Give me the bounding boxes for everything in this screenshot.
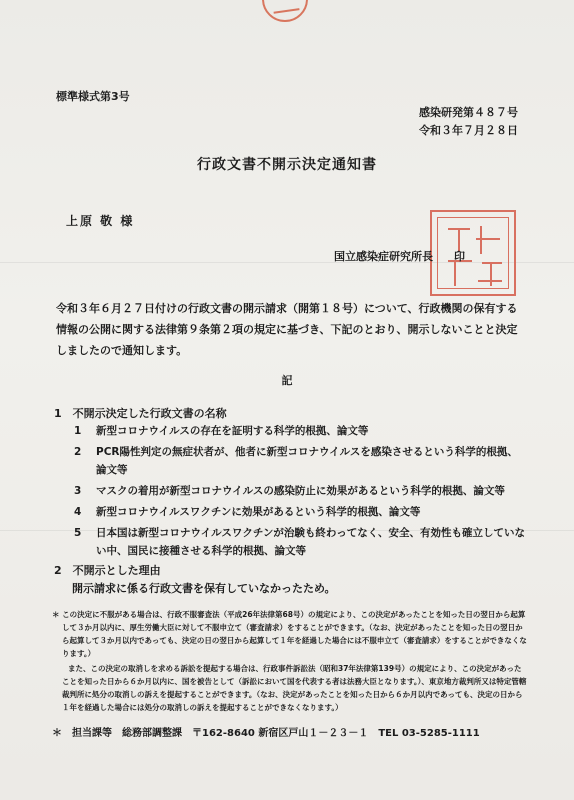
section-2-body: 開示請求に係る行政文書を保有していなかったため。 xyxy=(72,582,336,595)
list-item-number: 4 xyxy=(74,506,82,518)
ki-heading: 記 xyxy=(281,374,293,387)
official-seal-border xyxy=(437,217,509,289)
section-1-title: 1 不開示決定した行政文書の名称 xyxy=(54,407,227,420)
recipient-name: 上原 敬 様 xyxy=(66,214,135,228)
document-title: 行政文書不開示決定通知書 xyxy=(197,157,377,173)
document-number: 感染研発第４８７号 xyxy=(419,106,518,119)
form-number: 標準様式第3号 xyxy=(56,90,130,103)
list-item xyxy=(74,482,526,500)
list-item-text: PCR陽性判定の無症状者が、他者に新型コロナウイルスを感染させるという科学的根拠、論文等 xyxy=(96,446,518,476)
contact-info: ＊ 担当課等 総務部調整課 〒162-8640 新宿区戸山１－２３－１ TEL 03-5285-1111 xyxy=(52,728,480,739)
list-item-text: マスクの着用が新型コロナウイルスの感染防止に効果があるという科学的根拠、論文等 xyxy=(96,485,505,497)
list-item-number: 3 xyxy=(74,485,82,497)
list-item xyxy=(74,524,526,560)
top-seal-stamp xyxy=(262,0,308,22)
list-item-text: 新型コロナウイルスの存在を証明する科学的根拠、論文等 xyxy=(96,425,369,437)
list-item xyxy=(74,422,526,440)
appeal-note-1: ＊ この決定に不服がある場合は、行政不服審査法（平成26年法律第68号）の規定により、この決定があったことを知った日の翌日から起算して３か月以内に、厚生労働大臣に対して不服申立て（審査請求）をすることができます。（なお、決定があったことを知った日の翌日から起算して３か月以内であっても、決定の日の翌日から起算して１年を経過した場合には不服申立て（審査請求）をすることができなくなります。） xyxy=(52,610,527,658)
section-2-title: 2 不開示とした理由 xyxy=(54,564,161,577)
list-item-number: 5 xyxy=(74,527,82,539)
appeal-notes xyxy=(52,608,528,716)
document-list xyxy=(74,422,526,563)
list-item-number: 2 xyxy=(74,446,82,458)
body-paragraph: 令和３年６月２７日付けの行政文書の開示請求（開第１８号）について、行政機関の保有する情報の公開に関する法律第９条第２項の規定に基づき、下記のとおり、開示しないことと決定しましたので通知します。 xyxy=(56,302,518,357)
sender-name: 国立感染症研究所長 xyxy=(334,250,433,263)
list-item xyxy=(74,503,526,521)
official-seal-stamp xyxy=(430,210,516,296)
list-item-text: 新型コロナウイルスワクチンに効果があるという科学的根拠、論文等 xyxy=(96,506,421,518)
list-item-text: 日本国は新型コロナウイルスワクチンが治験も終わってなく、安全、有効性も確立していない中、国民に接種させる科学的根拠、論文等 xyxy=(96,527,526,557)
seal-mark: 印 xyxy=(454,250,465,263)
list-item-number: 1 xyxy=(74,425,82,437)
issue-date: 令和３年７月２８日 xyxy=(419,124,518,137)
top-seal-mark xyxy=(270,0,299,14)
list-item xyxy=(74,443,526,479)
appeal-note-2: また、この決定の取消しを求める訴訟を提起する場合は、行政事件訴訟法（昭和37年法律第139号）の規定により、この決定があったことを知った日から６か月以内に、国を被告として（訴訟において国を代表する者は法務大臣となります。）、東京地方裁判所又は特定管轄裁判所に処分の取消しの訴えを提起することができます。（なお、決定があったことを知った日から６か月以内であっても、決定の日から１年を経過した場合には処分の取消しの訴えを提起することができなくなります。） xyxy=(62,664,527,712)
